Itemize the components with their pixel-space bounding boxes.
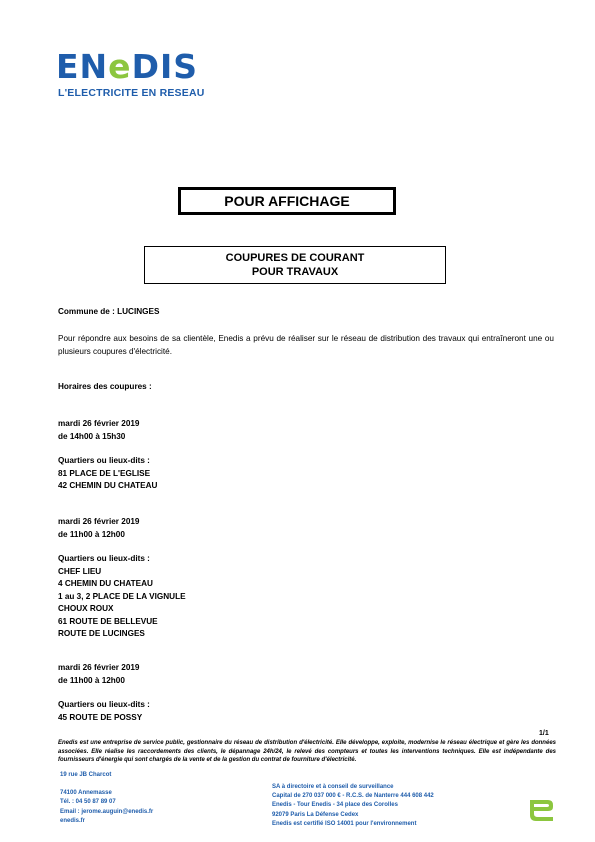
lieux-2 xyxy=(58,553,186,641)
coupure-3 xyxy=(58,662,139,687)
footer-company-info xyxy=(272,783,434,829)
footer-company-line: Enedis - Tour Enedis - 34 place des Corolles xyxy=(272,802,398,809)
enedis-logo xyxy=(56,47,199,86)
coupure-1 xyxy=(58,418,139,443)
coupure-time: de 11h00 à 12h00 xyxy=(58,675,125,685)
lieu-item: 4 CHEMIN DU CHATEAU xyxy=(58,579,153,588)
lieu-item: 1 au 3, 2 PLACE DE LA VIGNULE xyxy=(58,591,186,601)
lieu-item: ROUTE DE LUCINGES xyxy=(58,629,145,638)
coupure-date: mardi 26 février 2019 xyxy=(58,419,140,428)
lieu-item: CHOUX ROUX xyxy=(58,604,114,613)
intro-paragraph: Pour répondre aux besoins de sa clientèle, Enedis a prévu de réaliser sur le réseau de distribution des travaux qui entraîneront une ou plusieurs coupures d'électricité. xyxy=(58,334,554,356)
lieu-item: CHEF LIEU xyxy=(58,566,102,576)
footer-address: 19 rue JB Charcot xyxy=(60,772,112,778)
title-line-2: POUR TRAVAUX xyxy=(251,266,339,278)
footer-legal-note: Enedis est une entreprise de service public, gestionnaire du réseau de distribution d'électricité. Elle développe, exploite, modernise le réseau électrique et gère les données associées. Elle réalise les raccordements des clients, le dépannage 24h/24, le relevé des compteurs et toutes les interventions techniques. Elle est indépendante des fournisseurs d'énergie qui sont chargés de la vente et de la gestion du contrat de fourniture d'électricité. xyxy=(58,740,556,764)
quartiers-label: Quartiers ou lieux-dits : xyxy=(58,554,150,563)
logo-tagline: L'ELECTRICITE EN RESEAU xyxy=(58,87,205,99)
quartiers-label: Quartiers ou lieux-dits : xyxy=(58,456,150,465)
footer-spacer xyxy=(60,780,153,789)
affichage-box xyxy=(178,187,396,215)
footer-website: enedis.fr xyxy=(60,817,86,824)
logo-word-part3: DIS xyxy=(131,47,199,86)
coupure-time: de 14h00 à 15h30 xyxy=(58,431,126,441)
horaires-label: Horaires des coupures : xyxy=(58,382,152,391)
logo-word-part1: EN xyxy=(56,47,109,86)
lieu-item: 81 PLACE DE L'EGLISE xyxy=(58,468,151,478)
lieux-1 xyxy=(58,455,157,493)
affichage-label: POUR AFFICHAGE xyxy=(224,193,350,209)
footer-phone: Tél. : 04 50 87 89 07 xyxy=(60,799,116,806)
coupure-date: mardi 26 février 2019 xyxy=(58,663,140,672)
coupure-date: mardi 26 février 2019 xyxy=(58,517,140,526)
footer-company-line: Enedis est certifié ISO 14001 pour l'environnement xyxy=(272,820,417,827)
lieux-3 xyxy=(58,699,150,724)
lieu-item: 61 ROUTE DE BELLEVUE xyxy=(58,616,158,626)
title-line-1: COUPURES DE COURANT xyxy=(225,252,365,264)
commune-line: Commune de : LUCINGES xyxy=(58,307,160,316)
coupure-time: de 11h00 à 12h00 xyxy=(58,529,125,539)
lieu-item: 45 ROUTE DE POSSY xyxy=(58,712,143,722)
logo-word-part2: e xyxy=(108,47,132,86)
page-number: 1/1 xyxy=(539,730,549,737)
enedis-mark-icon xyxy=(526,794,556,824)
footer-company-line: 92079 Paris La Défense Cedex xyxy=(272,811,359,818)
footer-contact xyxy=(60,771,153,826)
title-box xyxy=(144,246,446,284)
footer-email: Email : jerome.auguin@enedis.fr xyxy=(60,808,154,815)
quartiers-label: Quartiers ou lieux-dits : xyxy=(58,700,150,709)
footer-company-line: SA à directoire et à conseil de surveillance xyxy=(272,784,394,790)
lieu-item: 42 CHEMIN DU CHATEAU xyxy=(58,481,158,490)
coupure-2 xyxy=(58,516,139,541)
footer-city: 74100 Annemasse xyxy=(60,790,112,797)
footer-company-line: Capital de 270 037 000 € - R.C.S. de Nanterre 444 608 442 xyxy=(272,793,434,800)
